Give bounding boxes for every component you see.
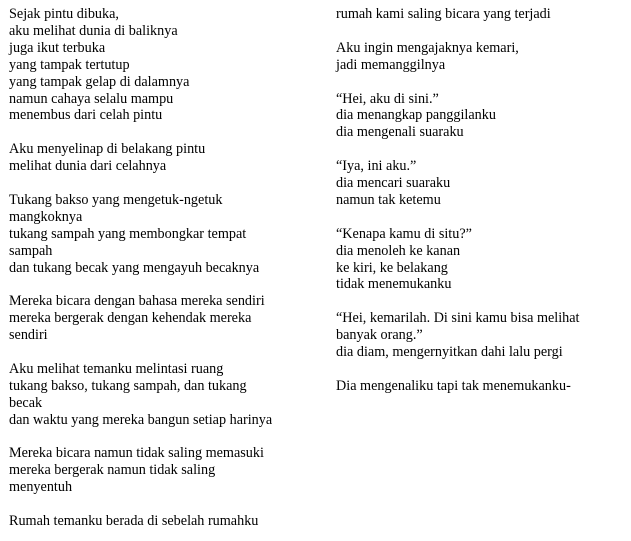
poem-line: Aku melihat temanku melintasi ruang [9,360,224,377]
stanza [336,158,626,209]
stanza [336,6,626,23]
poem-line: sendiri [9,327,48,344]
poem-line: tidak menemukanku [336,276,452,293]
poem-line: Dia mengenaliku tapi tak menemukanku- [336,377,571,394]
poem-line: yang tampak tertutup [9,56,130,73]
poem-line: dia mengenali suaraku [336,124,464,141]
poem-line: aku melihat dunia di baliknya [9,22,178,39]
poem-line: jadi memanggilnya [336,56,446,73]
poem-line: tukang sampah yang membongkar tempat [9,225,247,242]
poem-line: namun tak ketemu [336,191,441,208]
poem-line: dan waktu yang mereka bangun setiap harinya [9,411,273,428]
poem-line: menyentuh [9,479,73,496]
poem-line: mereka bergerak dengan kehendak mereka [9,310,252,327]
poem-right-column [336,6,626,395]
poem-line: dia menoleh ke kanan [336,242,461,259]
poem-line: yang tampak gelap di dalamnya [9,73,190,90]
stanza [9,6,314,124]
poem-line: banyak orang.” [336,327,423,344]
poem-line: Tukang bakso yang mengetuk-ngetuk [9,191,223,208]
poem-line: menembus dari celah pintu [9,107,163,124]
poem-line: dia diam, mengernyitkan dahi lalu pergi [336,344,563,361]
poem-line: Mereka bicara dengan bahasa mereka sendiri [9,293,265,310]
poem-line: ke kiri, ke belakang [336,259,448,276]
poem-line: mangkoknya [9,208,83,225]
poem-line: namun cahaya selalu mampu [9,90,174,107]
poem-line: dia mencari suaraku [336,175,451,192]
stanza [9,293,314,344]
poem-line: Aku ingin mengajaknya kemari, [336,39,519,56]
poem-line: Aku menyelinap di belakang pintu [9,141,206,158]
poem-line: tukang bakso, tukang sampah, dan tukang [9,377,247,394]
stanza [336,226,626,294]
stanza [336,91,626,142]
poem-line: “Hei, kemarilah. Di sini kamu bisa melihat [336,310,580,327]
poem-line: Mereka bicara namun tidak saling memasuki [9,445,264,462]
poem-line: Sejak pintu dibuka, [9,6,119,22]
stanza [336,378,626,395]
stanza [9,445,314,496]
poem-left-column [9,6,314,530]
stanza [336,40,626,74]
poem-line: becak [9,394,43,411]
poem-line: “Hei, aku di sini.” [336,90,439,107]
poem-line: Rumah temanku berada di sebelah rumahku [9,513,259,530]
stanza [336,310,626,361]
stanza [9,513,314,530]
poem-line: sampah [9,242,53,259]
stanza [9,192,314,277]
poem-line: “Iya, ini aku.” [336,158,417,175]
poem-line: juga ikut terbuka [9,39,106,56]
poem-line: dia menangkap panggilanku [336,107,496,124]
poem-line: mereka bergerak namun tidak saling [9,462,216,479]
stanza [9,361,314,429]
poem-line: melihat dunia dari celahnya [9,158,167,175]
stanza [9,141,314,175]
poem-line: dan tukang becak yang mengayuh becaknya [9,259,260,276]
poem-line: “Kenapa kamu di situ?” [336,225,472,242]
poem-line: rumah kami saling bicara yang terjadi [336,6,551,22]
